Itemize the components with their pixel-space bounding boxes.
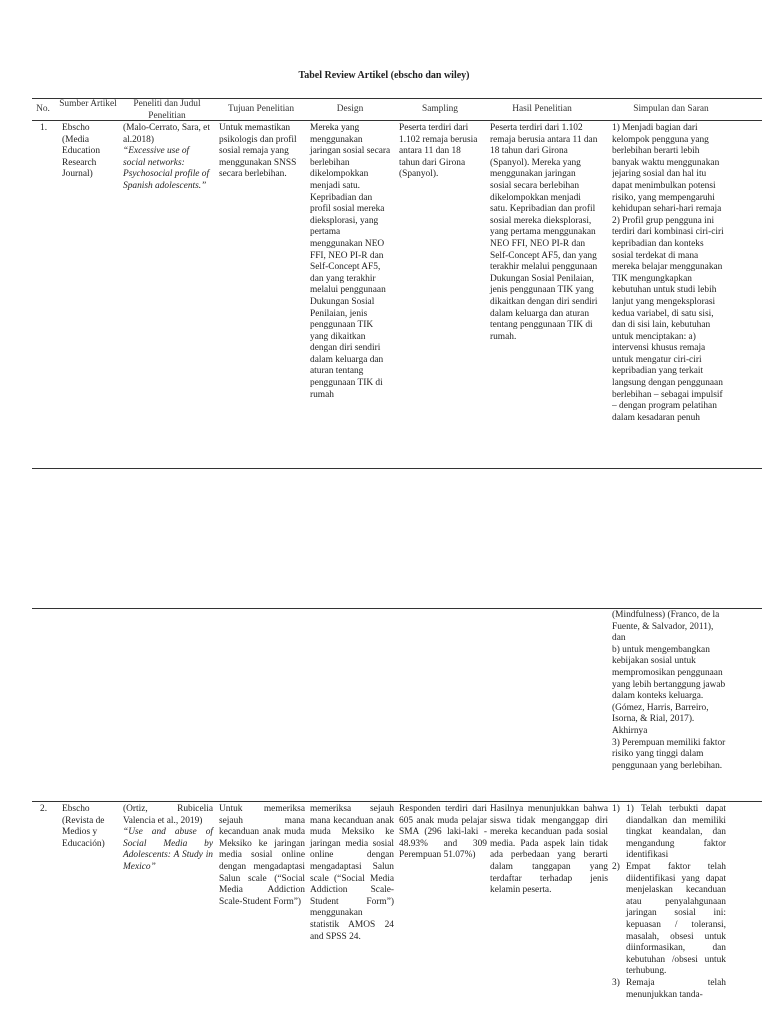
row1-sampling: Peserta terdiri dari 1.102 remaja berusia antara 11 dan 18 tahun dari Girona (Spanyol). bbox=[399, 123, 478, 180]
header-hasil: Hasil Penelitian bbox=[512, 104, 572, 114]
row2-no: 2. bbox=[40, 804, 48, 814]
list-item bbox=[612, 804, 726, 862]
row2-peneliti bbox=[123, 804, 213, 874]
row1-design: Mereka yang menggunakan jaringan sosial secara berlebihan dikelompokkan menjadi satu. Kepribadian dan profil sosial mereka dieksplorasi, yang pertama menggunakan NEO FFI, NEO PI-R dan Self-Concept AF5, dan yang terakhir melalui penggunaan Dukungan Sosial Penilaian, jenis penggunaan TIK yang dikaitkan dengan diri sendiri dalam keluarga dan aturan tentang penggunaan TIK di rumah bbox=[310, 123, 391, 400]
list-item bbox=[612, 862, 726, 978]
row1-author: (Malo-Cerrato, Sara, et al.2018) bbox=[123, 123, 210, 145]
row1-tujuan: Untuk memastikan psikologis dan profil sosial remaja yang menggunakan SNSS secara berlebihan. bbox=[219, 123, 297, 180]
list-number: 2) bbox=[612, 861, 620, 872]
header-sumber: Sumber Artikel bbox=[59, 99, 117, 109]
list-text: Remaja telah menunjukkan tanda- bbox=[626, 977, 726, 1000]
list-number: 3) bbox=[612, 977, 620, 988]
row1-simpulan: 1) Menjadi bagian dari kelompok pengguna yang berlebihan berarti lebih banyak waktu menggunakan jejaring sosial dan hal itu dapat menimbulkan potensi risiko, yang mempengaruhi kehidupan sehari-hari remaja 2) Profil grup pengguna ini terdiri dari kombinasi ciri-ciri kepribadian dan konteks sosial terdekat di mana mereka belajar menggunakan TIK mengungkapkan kebutuhan untuk studi lebih lanjut yang mengeksplorasi kedua variabel, di satu sisi, dan di sisi lain, kebutuhan untuk menciptakan: a) intervensi khusus remaja untuk mengatur ciri-ciri kepribadian yang terkait langsung dengan penggunaan berlebihan – sebagai impulsif – dengan program pelatihan dalam kesadaran penuh bbox=[612, 123, 724, 423]
row1-simpulan-continued: (Mindfulness) (Franco, de la Fuente, & Salvador, 2011), dan b) untuk mengembangkan kebijakan sosial untuk mempromosikan penggunaan yang lebih bertanggung jawab dalam konteks keluarga. (Gómez, Harris, Barreiro, Isorna, & Rial, 2017). Akhirnya 3) Perempuan memiliki faktor risiko yang tinggi dalam penggunaan yang berlebihan. bbox=[612, 610, 726, 771]
list-text: Empat faktor telah diidentifikasi yang dapat menjelaskan kecanduan atau penyalahgunaan jaringan sosial ini: kepuasan / toleransi, masalah, obsesi untuk diinformasikan, dan kebutuhan /obsesi untuk terhubung. bbox=[626, 861, 726, 977]
row2-author: (Ortiz, Rubicelia Valencia et al., 2019) bbox=[123, 804, 213, 826]
row1-bottom-rule bbox=[32, 468, 762, 469]
header-sampling: Sampling bbox=[422, 104, 458, 114]
row2-simpulan-list bbox=[612, 804, 726, 1001]
header-tujuan: Tujuan Penelitian bbox=[227, 104, 295, 114]
row2-tujuan: Untuk memeriksa sejauh mana kecanduan anak muda Meksiko ke jaringan media sosial online dengan mengadaptasi Salun scale (“Social Media Addiction Scale-Student Form”) bbox=[219, 804, 305, 907]
header-simpulan: Simpulan dan Saran bbox=[633, 104, 709, 114]
row2-sumber: Ebscho (Revista de Medios y Educación) bbox=[62, 804, 105, 849]
row2-design: memeriksa sejauh mana kecanduan anak muda Meksiko ke jaringan media sosial online dengan mengadaptasi Salun scale (“Social Media Addiction Scale-Student Form”) menggunakan statistik AMOS 24 and SPSS 24. bbox=[310, 804, 394, 942]
row1-sumber: Ebscho (Media Education Research Journal) bbox=[62, 123, 101, 180]
row1-no: 1. bbox=[40, 123, 48, 133]
header-peneliti: Peneliti dan Judul Penelitian bbox=[133, 99, 201, 121]
list-item bbox=[612, 978, 726, 1001]
row1-hasil: Peserta terdiri dari 1.102 remaja berusia antara 11 dan 18 tahun dari Girona (Spanyol). Mereka yang menggunakan jaringan sosial secara berlebihan dikelompokkan menjadi satu. Kepribadian dan profil sosial mereka dieksplorasi, yang pertama menggunakan NEO FFI, NEO PI-R dan Self-Concept AF5, dan yang terakhir melalui penggunaan Dukungan Sosial Penilaian, jenis penggunaan TIK yang dikaitkan dengan diri sendiri dalam keluarga dan aturan tentang penggunaan TIK di rumah. bbox=[490, 123, 598, 342]
row1-peneliti bbox=[123, 123, 213, 193]
row2-hasil: Hasilnya menunjukkan bahwa siswa tidak menganggap diri mereka kecanduan pada sosial media. Pada aspek lain tidak ada perbedaan yang berarti dalam tanggapan yang terdaftar terhadap jenis kelamin peserta. bbox=[490, 804, 608, 896]
list-text: 1) Telah terbukti dapat diandalkan dan memiliki tingkat keandalan, dan mengandung faktor identifikasi bbox=[626, 804, 726, 861]
list-number: 1) bbox=[612, 804, 620, 814]
continuation-top-rule bbox=[32, 608, 762, 609]
header-no: No. bbox=[36, 104, 50, 114]
row1-article-title: “Excessive use of social networks: Psychosocial profile of Spanish adolescents.” bbox=[123, 146, 210, 191]
row2-article-title: “Use and abuse of Social Media by Adolescents: A Study in Mexico” bbox=[123, 827, 213, 872]
header-design: Design bbox=[336, 104, 364, 114]
row2-sampling: Responden terdiri dari 605 anak muda pelajar SMA (296 laki-laki - 48.93% and 309 Perempuan 51.07%) bbox=[399, 804, 487, 861]
document-title: Tabel Review Artikel (ebscho dan wiley) bbox=[298, 70, 470, 81]
row2-top-rule bbox=[32, 801, 762, 802]
